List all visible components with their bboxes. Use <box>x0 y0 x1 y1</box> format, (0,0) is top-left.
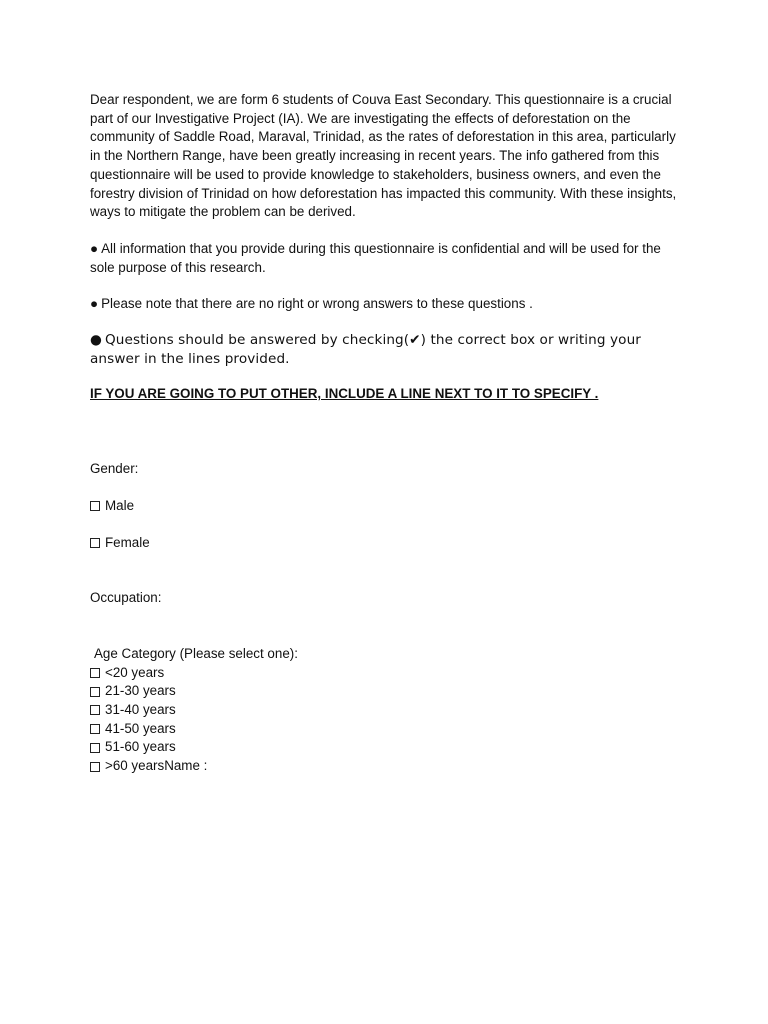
age-option-label: 41-50 years <box>105 720 176 736</box>
gender-option-label: Male <box>105 497 135 513</box>
gender-option-female[interactable] <box>90 534 678 553</box>
gender-label: Gender: <box>90 461 139 477</box>
intro-paragraph: Dear respondent, we are form 6 students of Couva East Secondary. This questionnaire is a crucial part of our Investigative Project (IA). We are investigating the effects of deforestation on the community of Saddle Road, Maraval, Trinidad, as the rates of deforestation in this area, particularly in the Northern Range, have been greatly increasing in recent years. The info gathered from this questionnaire will be used to provide knowledge to stakeholders, business owners, and even the forestry division of Trinidad on how deforestation has impacted this community. With these insights, ways to mitigate the problem can be derived. <box>90 92 677 220</box>
confidential-note <box>90 240 678 277</box>
how-to-answer-note <box>90 331 678 368</box>
age-option-over-60[interactable] <box>90 757 678 776</box>
age-option-label: 51-60 years <box>105 739 176 755</box>
bullet-icon: ● <box>90 296 99 312</box>
age-option-label: 21-30 years <box>105 683 176 699</box>
name-field-label: Name : <box>164 758 208 774</box>
checkbox-age-51-60[interactable] <box>90 743 100 753</box>
age-option-label: 31-40 years <box>105 702 176 718</box>
bullet-icon: ● <box>90 332 102 349</box>
checkbox-age-over-60[interactable] <box>90 762 100 772</box>
age-option-label: <20 years <box>105 664 165 680</box>
questionnaire-page <box>90 91 678 776</box>
age-option-under-20[interactable] <box>90 664 678 683</box>
occupation-label: Occupation: <box>90 590 162 606</box>
age-option-31-40[interactable] <box>90 701 678 720</box>
gender-option-label: Female <box>105 534 150 550</box>
checkbox-male[interactable] <box>90 501 100 511</box>
age-option-21-30[interactable] <box>90 682 678 701</box>
bullet-icon: ● <box>90 240 99 256</box>
other-instruction: IF YOU ARE GOING TO PUT OTHER, INCLUDE A LINE NEXT TO IT TO SPECIFY . <box>90 386 599 402</box>
checkbox-age-21-30[interactable] <box>90 687 100 697</box>
age-options-list <box>90 664 678 776</box>
age-option-label: >60 years <box>105 758 165 774</box>
checkbox-age-31-40[interactable] <box>90 705 100 715</box>
no-right-wrong-note <box>90 295 678 314</box>
confidential-note-text: All information that you provide during this questionnaire is confidential and will be used for the sole purpose of this research. <box>90 240 661 275</box>
checkbox-age-under-20[interactable] <box>90 668 100 678</box>
age-category-label: Age Category (Please select one): <box>94 645 298 661</box>
age-option-41-50[interactable] <box>90 720 678 739</box>
age-option-51-60[interactable] <box>90 738 678 757</box>
gender-option-male[interactable] <box>90 497 678 516</box>
checkbox-female[interactable] <box>90 538 100 548</box>
checkbox-age-41-50[interactable] <box>90 724 100 734</box>
no-right-wrong-note-text: Please note that there are no right or wrong answers to these questions . <box>101 296 533 312</box>
how-to-answer-note-text: Questions should be answered by checking(✔) the correct box or writing your answer in the lines provided. <box>90 332 641 367</box>
